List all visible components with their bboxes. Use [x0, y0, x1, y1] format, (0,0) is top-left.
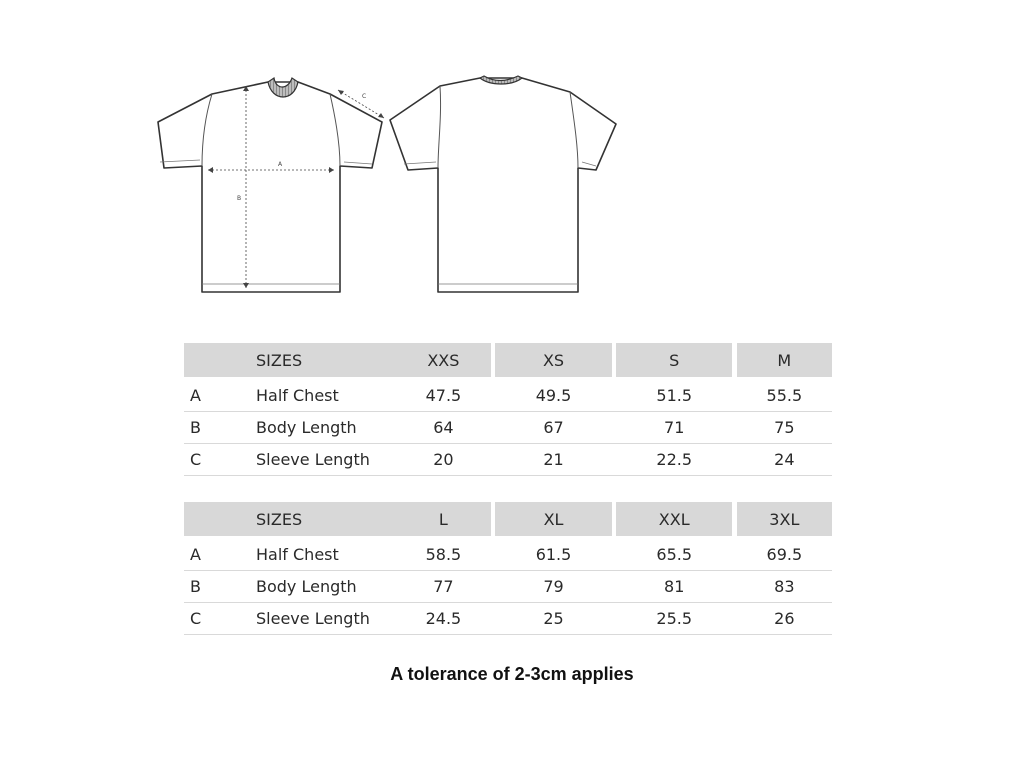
size-header: M: [737, 343, 832, 379]
size-header: XL: [495, 502, 611, 538]
table-row: [184, 538, 832, 571]
size-header: L: [396, 502, 491, 538]
row-value: 22.5: [616, 444, 732, 476]
row-value: 67: [495, 412, 611, 444]
row-value: 25.5: [616, 603, 732, 635]
row-value: 25: [495, 603, 611, 635]
tshirt-back: [390, 76, 616, 292]
row-value: 61.5: [495, 538, 611, 571]
table-row: [184, 444, 832, 476]
row-code: C: [184, 603, 256, 635]
size-table-header: [184, 502, 832, 538]
row-value: 21: [495, 444, 611, 476]
row-code: A: [184, 379, 256, 412]
row-value: 64: [396, 412, 491, 444]
row-value: 69.5: [737, 538, 832, 571]
size-table-2: [184, 502, 832, 635]
row-value: 58.5: [396, 538, 491, 571]
table-row: [184, 571, 832, 603]
table-row: [184, 379, 832, 412]
size-header: XXL: [616, 502, 732, 538]
row-label: Half Chest: [256, 379, 396, 412]
measure-label-a: A: [278, 161, 283, 168]
size-table-1: [184, 343, 832, 476]
row-value: 77: [396, 571, 491, 603]
size-header: 3XL: [737, 502, 832, 538]
row-value: 49.5: [495, 379, 611, 412]
row-value: 65.5: [616, 538, 732, 571]
header-sizes-label: SIZES: [256, 343, 396, 379]
header-code-cell: [184, 502, 256, 538]
size-table-header: [184, 343, 832, 379]
header-sizes-label: SIZES: [256, 502, 396, 538]
row-code: B: [184, 412, 256, 444]
row-code: A: [184, 538, 256, 571]
header-code-cell: [184, 343, 256, 379]
row-value: 81: [616, 571, 732, 603]
tshirt-front: [158, 78, 384, 292]
row-value: 26: [737, 603, 832, 635]
row-value: 83: [737, 571, 832, 603]
tshirt-svg: [150, 70, 630, 310]
row-code: B: [184, 571, 256, 603]
measure-label-b: B: [237, 195, 242, 202]
row-code: C: [184, 444, 256, 476]
row-value: 24: [737, 444, 832, 476]
row-value: 47.5: [396, 379, 491, 412]
row-value: 24.5: [396, 603, 491, 635]
row-value: 51.5: [616, 379, 732, 412]
measure-label-c: C: [362, 93, 367, 100]
row-label: Body Length: [256, 412, 396, 444]
tshirt-diagram: [150, 70, 630, 310]
row-value: 20: [396, 444, 491, 476]
row-label: Sleeve Length: [256, 603, 396, 635]
table-row: [184, 412, 832, 444]
row-value: 55.5: [737, 379, 832, 412]
tolerance-note: A tolerance of 2-3cm applies: [390, 664, 634, 684]
size-header: XXS: [396, 343, 491, 379]
row-label: Body Length: [256, 571, 396, 603]
size-header: S: [616, 343, 732, 379]
row-label: Half Chest: [256, 538, 396, 571]
size-header: XS: [495, 343, 611, 379]
row-value: 75: [737, 412, 832, 444]
row-value: 71: [616, 412, 732, 444]
row-label: Sleeve Length: [256, 444, 396, 476]
table-row: [184, 603, 832, 635]
row-value: 79: [495, 571, 611, 603]
